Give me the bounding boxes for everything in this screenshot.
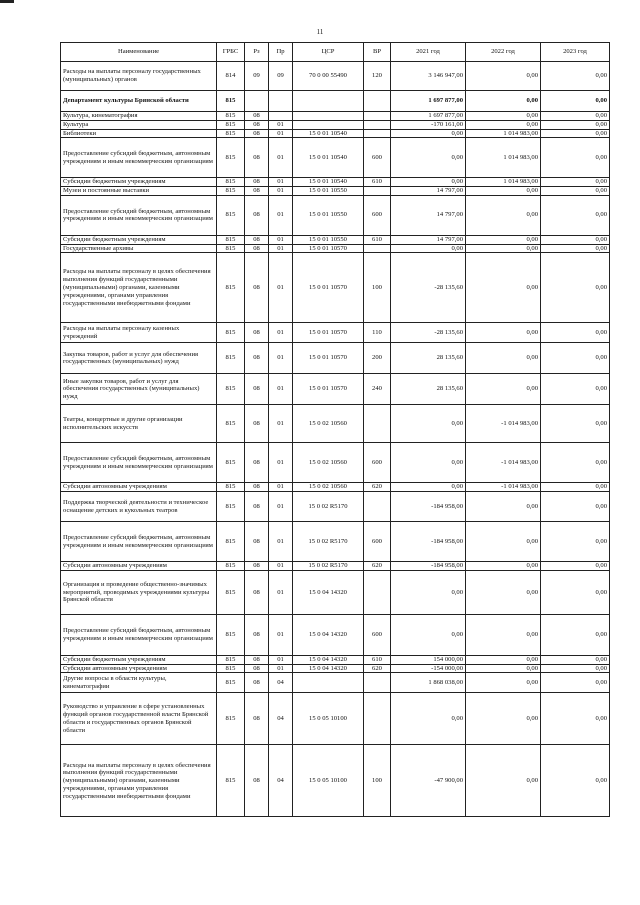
row-grbs-cell: 815 xyxy=(217,91,245,112)
row-2021-cell: 1 697 877,00 xyxy=(391,112,466,121)
row-2021-cell: 0,00 xyxy=(391,443,466,483)
row-2023-cell: 0,00 xyxy=(541,178,610,187)
row-2021-cell: 0,00 xyxy=(391,129,466,138)
row-2023-cell: 0,00 xyxy=(541,91,610,112)
row-name-cell: Организация и проведение общественно-значимых мероприятий, проводимых учреждениями культуры Брянской области xyxy=(61,570,217,614)
row-2022-cell: 0,00 xyxy=(466,235,541,244)
row-rz-cell: 08 xyxy=(245,120,269,129)
table-row xyxy=(61,673,610,693)
row-vr-cell: 620 xyxy=(364,483,391,492)
row-name-cell: Субсидии автономным учреждениям xyxy=(61,483,217,492)
col-header-2022: 2022 год xyxy=(466,43,541,62)
row-vr-cell: 600 xyxy=(364,195,391,235)
row-2021-cell: 28 135,60 xyxy=(391,343,466,374)
row-2022-cell: 0,00 xyxy=(466,244,541,253)
table-row xyxy=(61,374,610,405)
row-rz-cell: 08 xyxy=(245,323,269,343)
row-vr-cell: 110 xyxy=(364,323,391,343)
row-name-cell: Государственные архивы xyxy=(61,244,217,253)
row-2023-cell: 0,00 xyxy=(541,673,610,693)
row-2021-cell: 0,00 xyxy=(391,138,466,178)
row-2023-cell: 0,00 xyxy=(541,244,610,253)
table-row xyxy=(61,443,610,483)
row-grbs-cell: 814 xyxy=(217,62,245,91)
row-2022-cell: 1 014 983,00 xyxy=(466,138,541,178)
row-name-cell: Закупка товаров, работ и услуг для обеспечения государственных (муниципальных) нужд xyxy=(61,343,217,374)
row-grbs-cell: 815 xyxy=(217,443,245,483)
row-rz-cell: 08 xyxy=(245,405,269,443)
col-header-vr: ВР xyxy=(364,43,391,62)
row-name-cell: Театры, концертные и другие организации исполнительских искусств xyxy=(61,405,217,443)
table-row xyxy=(61,664,610,673)
table-row xyxy=(61,253,610,323)
row-grbs-cell: 815 xyxy=(217,343,245,374)
row-name-cell: Культура xyxy=(61,120,217,129)
row-2023-cell: 0,00 xyxy=(541,522,610,562)
row-2022-cell: 0,00 xyxy=(466,655,541,664)
row-2023-cell: 0,00 xyxy=(541,483,610,492)
table-row xyxy=(61,195,610,235)
row-rz-cell: 08 xyxy=(245,253,269,323)
row-name-cell: Предоставление субсидий бюджетным, автономным учреждениям и иным некоммерческим организациям xyxy=(61,443,217,483)
row-rz-cell: 08 xyxy=(245,483,269,492)
row-2021-cell: 1 697 877,00 xyxy=(391,91,466,112)
table-row xyxy=(61,655,610,664)
row-pr-cell: 01 xyxy=(269,664,293,673)
row-2023-cell: 0,00 xyxy=(541,562,610,571)
row-name-cell: Расходы на выплаты персоналу казенных учреждений xyxy=(61,323,217,343)
row-csr-cell: 15 0 02 R5170 xyxy=(293,562,364,571)
row-pr-cell: 01 xyxy=(269,120,293,129)
row-pr-cell: 01 xyxy=(269,138,293,178)
row-pr-cell: 01 xyxy=(269,129,293,138)
row-rz-cell: 08 xyxy=(245,664,269,673)
row-grbs-cell: 815 xyxy=(217,195,245,235)
row-csr-cell: 15 0 05 10100 xyxy=(293,693,364,745)
row-rz-cell: 08 xyxy=(245,129,269,138)
row-grbs-cell: 815 xyxy=(217,138,245,178)
row-vr-cell xyxy=(364,492,391,522)
row-grbs-cell: 815 xyxy=(217,178,245,187)
row-rz-cell: 08 xyxy=(245,244,269,253)
row-rz-cell: 08 xyxy=(245,112,269,121)
row-2023-cell: 0,00 xyxy=(541,187,610,196)
row-name-cell: Субсидии автономным учреждениям xyxy=(61,562,217,571)
row-name-cell: Библиотеки xyxy=(61,129,217,138)
row-csr-cell: 15 0 01 10570 xyxy=(293,323,364,343)
row-grbs-cell: 815 xyxy=(217,120,245,129)
row-2022-cell: 0,00 xyxy=(466,187,541,196)
row-grbs-cell: 815 xyxy=(217,570,245,614)
row-pr-cell: 04 xyxy=(269,673,293,693)
row-name-cell: Руководство и управление в сфере установленных функций органов государственной власти Брянской области и государственных органов Брянской области xyxy=(61,693,217,745)
row-grbs-cell: 815 xyxy=(217,492,245,522)
row-grbs-cell: 815 xyxy=(217,483,245,492)
row-csr-cell: 15 0 01 10570 xyxy=(293,374,364,405)
row-pr-cell: 01 xyxy=(269,178,293,187)
row-csr-cell: 15 0 04 14320 xyxy=(293,570,364,614)
row-2022-cell: 0,00 xyxy=(466,195,541,235)
table-row xyxy=(61,62,610,91)
row-name-cell: Департамент культуры Брянской области xyxy=(61,91,217,112)
row-vr-cell xyxy=(364,129,391,138)
row-2022-cell: 0,00 xyxy=(466,374,541,405)
row-rz-cell: 08 xyxy=(245,655,269,664)
row-rz-cell: 08 xyxy=(245,614,269,655)
table-row xyxy=(61,492,610,522)
row-grbs-cell: 815 xyxy=(217,374,245,405)
row-csr-cell: 15 0 01 10540 xyxy=(293,138,364,178)
row-pr-cell: 01 xyxy=(269,562,293,571)
row-name-cell: Другие вопросы в области культуры, кинематографии xyxy=(61,673,217,693)
row-name-cell: Поддержка творческой деятельности и техническое оснащение детских и кукольных театров xyxy=(61,492,217,522)
row-csr-cell: 15 0 01 10570 xyxy=(293,244,364,253)
row-vr-cell: 600 xyxy=(364,522,391,562)
row-2021-cell: -154 000,00 xyxy=(391,664,466,673)
row-vr-cell: 620 xyxy=(364,664,391,673)
table-row xyxy=(61,522,610,562)
row-2022-cell: 1 014 983,00 xyxy=(466,178,541,187)
table-row xyxy=(61,138,610,178)
row-2021-cell: 14 797,00 xyxy=(391,187,466,196)
table-row xyxy=(61,91,610,112)
row-2021-cell: 0,00 xyxy=(391,570,466,614)
row-grbs-cell: 815 xyxy=(217,673,245,693)
row-name-cell: Предоставление субсидий бюджетным, автономным учреждениям и иным некоммерческим организациям xyxy=(61,138,217,178)
row-2022-cell: 0,00 xyxy=(466,664,541,673)
row-rz-cell: 08 xyxy=(245,178,269,187)
row-2023-cell: 0,00 xyxy=(541,235,610,244)
row-csr-cell: 15 0 02 10560 xyxy=(293,443,364,483)
row-pr-cell: 04 xyxy=(269,693,293,745)
row-2023-cell: 0,00 xyxy=(541,138,610,178)
row-2022-cell: -1 014 983,00 xyxy=(466,483,541,492)
table-row xyxy=(61,693,610,745)
row-2023-cell: 0,00 xyxy=(541,614,610,655)
row-grbs-cell: 815 xyxy=(217,112,245,121)
row-pr-cell: 01 xyxy=(269,655,293,664)
row-rz-cell: 08 xyxy=(245,443,269,483)
row-csr-cell: 15 0 04 14320 xyxy=(293,614,364,655)
row-2023-cell: 0,00 xyxy=(541,664,610,673)
row-2023-cell: 0,00 xyxy=(541,195,610,235)
row-vr-cell xyxy=(364,187,391,196)
row-2021-cell: -184 958,00 xyxy=(391,522,466,562)
row-csr-cell: 15 0 02 10560 xyxy=(293,405,364,443)
row-vr-cell: 120 xyxy=(364,62,391,91)
table-row xyxy=(61,343,610,374)
row-vr-cell: 100 xyxy=(364,745,391,817)
row-grbs-cell: 815 xyxy=(217,187,245,196)
row-grbs-cell: 815 xyxy=(217,323,245,343)
row-csr-cell: 15 0 01 10570 xyxy=(293,343,364,374)
row-2022-cell: 0,00 xyxy=(466,570,541,614)
row-2022-cell: 0,00 xyxy=(466,562,541,571)
row-2023-cell: 0,00 xyxy=(541,443,610,483)
row-grbs-cell: 815 xyxy=(217,235,245,244)
row-grbs-cell: 815 xyxy=(217,655,245,664)
row-csr-cell: 15 0 05 10100 xyxy=(293,745,364,817)
row-2022-cell: 0,00 xyxy=(466,62,541,91)
row-vr-cell xyxy=(364,673,391,693)
row-vr-cell xyxy=(364,91,391,112)
row-2022-cell: 0,00 xyxy=(466,693,541,745)
row-name-cell: Иные закупки товаров, работ и услуг для обеспечения государственных (муниципальных) нужд xyxy=(61,374,217,405)
row-vr-cell: 610 xyxy=(364,655,391,664)
row-name-cell: Культура, кинематография xyxy=(61,112,217,121)
row-pr-cell: 01 xyxy=(269,522,293,562)
row-2023-cell: 0,00 xyxy=(541,374,610,405)
row-name-cell: Предоставление субсидий бюджетным, автономным учреждениям и иным некоммерческим организациям xyxy=(61,195,217,235)
row-2023-cell: 0,00 xyxy=(541,405,610,443)
row-csr-cell: 15 0 01 10550 xyxy=(293,195,364,235)
row-2023-cell: 0,00 xyxy=(541,129,610,138)
row-pr-cell: 01 xyxy=(269,443,293,483)
corner-mark xyxy=(0,0,14,3)
row-pr-cell: 01 xyxy=(269,187,293,196)
col-header-2021: 2021 год xyxy=(391,43,466,62)
row-pr-cell: 01 xyxy=(269,343,293,374)
row-name-cell: Музеи и постоянные выставки xyxy=(61,187,217,196)
row-2022-cell: 0,00 xyxy=(466,343,541,374)
row-grbs-cell: 815 xyxy=(217,614,245,655)
row-csr-cell: 15 0 01 10550 xyxy=(293,235,364,244)
row-2022-cell: 1 014 983,00 xyxy=(466,129,541,138)
col-header-name: Наименование xyxy=(61,43,217,62)
row-pr-cell: 04 xyxy=(269,745,293,817)
row-rz-cell: 08 xyxy=(245,195,269,235)
row-pr-cell: 09 xyxy=(269,62,293,91)
row-vr-cell: 610 xyxy=(364,178,391,187)
row-2021-cell: 14 797,00 xyxy=(391,235,466,244)
row-name-cell: Расходы на выплаты персоналу в целях обеспечения выполнения функций государственными (муниципальными) органами, казенными учреждениями, органами управления государственными внебюджетными фондами xyxy=(61,745,217,817)
row-rz-cell: 08 xyxy=(245,138,269,178)
row-vr-cell: 600 xyxy=(364,138,391,178)
row-name-cell: Предоставление субсидий бюджетным, автономным учреждениям и иным некоммерческим организациям xyxy=(61,614,217,655)
row-name-cell: Расходы на выплаты персоналу в целях обеспечения выполнения функций государственными (муниципальными) органами, казенными учреждениями, органами управления государственными внебюджетными фондами xyxy=(61,253,217,323)
table-row xyxy=(61,323,610,343)
row-2023-cell: 0,00 xyxy=(541,62,610,91)
col-header-rz: Рз xyxy=(245,43,269,62)
table-row xyxy=(61,562,610,571)
row-pr-cell: 01 xyxy=(269,374,293,405)
row-2021-cell: 0,00 xyxy=(391,244,466,253)
row-vr-cell xyxy=(364,120,391,129)
row-csr-cell: 15 0 01 10570 xyxy=(293,253,364,323)
row-2022-cell: 0,00 xyxy=(466,522,541,562)
row-vr-cell: 600 xyxy=(364,443,391,483)
row-vr-cell: 600 xyxy=(364,614,391,655)
row-2021-cell: 14 797,00 xyxy=(391,195,466,235)
row-name-cell: Субсидии бюджетным учреждениям xyxy=(61,178,217,187)
table-row xyxy=(61,405,610,443)
row-csr-cell: 15 0 01 10550 xyxy=(293,187,364,196)
row-pr-cell: 01 xyxy=(269,570,293,614)
row-2022-cell: 0,00 xyxy=(466,91,541,112)
row-2023-cell: 0,00 xyxy=(541,343,610,374)
row-name-cell: Субсидии бюджетным учреждениям xyxy=(61,655,217,664)
row-csr-cell: 15 0 01 10540 xyxy=(293,129,364,138)
table-row xyxy=(61,745,610,817)
row-csr-cell: 15 0 02 10560 xyxy=(293,483,364,492)
row-grbs-cell: 815 xyxy=(217,664,245,673)
row-csr-cell: 15 0 04 14320 xyxy=(293,655,364,664)
row-vr-cell: 200 xyxy=(364,343,391,374)
row-rz-cell: 08 xyxy=(245,673,269,693)
table-row xyxy=(61,187,610,196)
row-pr-cell: 01 xyxy=(269,235,293,244)
col-header-2023: 2023 год xyxy=(541,43,610,62)
row-csr-cell: 70 0 00 55490 xyxy=(293,62,364,91)
row-pr-cell: 01 xyxy=(269,614,293,655)
row-rz-cell: 08 xyxy=(245,562,269,571)
row-2021-cell: -184 958,00 xyxy=(391,562,466,571)
row-rz-cell: 08 xyxy=(245,570,269,614)
row-grbs-cell: 815 xyxy=(217,562,245,571)
row-grbs-cell: 815 xyxy=(217,522,245,562)
row-2023-cell: 0,00 xyxy=(541,253,610,323)
row-pr-cell: 01 xyxy=(269,405,293,443)
row-pr-cell: 01 xyxy=(269,492,293,522)
row-vr-cell xyxy=(364,405,391,443)
row-csr-cell xyxy=(293,673,364,693)
row-csr-cell: 15 0 01 10540 xyxy=(293,178,364,187)
row-csr-cell: 15 0 02 R5170 xyxy=(293,492,364,522)
row-name-cell: Субсидии автономным учреждениям xyxy=(61,664,217,673)
row-2021-cell: 0,00 xyxy=(391,405,466,443)
row-rz-cell: 09 xyxy=(245,62,269,91)
row-vr-cell xyxy=(364,570,391,614)
table-row xyxy=(61,614,610,655)
row-vr-cell: 620 xyxy=(364,562,391,571)
col-header-csr: ЦСР xyxy=(293,43,364,62)
row-2021-cell: -28 135,60 xyxy=(391,253,466,323)
row-2023-cell: 0,00 xyxy=(541,323,610,343)
row-rz-cell xyxy=(245,91,269,112)
row-pr-cell: 01 xyxy=(269,483,293,492)
row-2021-cell: 3 146 947,00 xyxy=(391,62,466,91)
row-2022-cell: 0,00 xyxy=(466,614,541,655)
row-2021-cell: -170 161,00 xyxy=(391,120,466,129)
row-2021-cell: 28 135,60 xyxy=(391,374,466,405)
row-rz-cell: 08 xyxy=(245,343,269,374)
table-row xyxy=(61,570,610,614)
budget-table xyxy=(60,42,610,817)
table-row xyxy=(61,112,610,121)
table-row xyxy=(61,244,610,253)
row-pr-cell xyxy=(269,91,293,112)
col-header-pr: Пр xyxy=(269,43,293,62)
row-2021-cell: -184 958,00 xyxy=(391,492,466,522)
row-2021-cell: 1 868 038,00 xyxy=(391,673,466,693)
row-pr-cell xyxy=(269,112,293,121)
row-csr-cell: 15 0 02 R5170 xyxy=(293,522,364,562)
row-2021-cell: 154 000,00 xyxy=(391,655,466,664)
row-2022-cell: 0,00 xyxy=(466,253,541,323)
row-vr-cell xyxy=(364,244,391,253)
row-grbs-cell: 815 xyxy=(217,745,245,817)
row-2022-cell: 0,00 xyxy=(466,112,541,121)
row-grbs-cell: 815 xyxy=(217,244,245,253)
row-csr-cell: 15 0 04 14320 xyxy=(293,664,364,673)
table-row xyxy=(61,483,610,492)
row-rz-cell: 08 xyxy=(245,235,269,244)
row-rz-cell: 08 xyxy=(245,492,269,522)
row-grbs-cell: 815 xyxy=(217,405,245,443)
row-csr-cell xyxy=(293,91,364,112)
row-2022-cell: -1 014 983,00 xyxy=(466,443,541,483)
row-2022-cell: 0,00 xyxy=(466,120,541,129)
row-vr-cell xyxy=(364,693,391,745)
row-2022-cell: 0,00 xyxy=(466,492,541,522)
row-2021-cell: 0,00 xyxy=(391,614,466,655)
row-grbs-cell: 815 xyxy=(217,253,245,323)
row-2023-cell: 0,00 xyxy=(541,120,610,129)
row-rz-cell: 08 xyxy=(245,745,269,817)
row-rz-cell: 08 xyxy=(245,693,269,745)
row-pr-cell: 01 xyxy=(269,323,293,343)
row-2022-cell: 0,00 xyxy=(466,323,541,343)
row-vr-cell: 610 xyxy=(364,235,391,244)
row-2023-cell: 0,00 xyxy=(541,655,610,664)
row-rz-cell: 08 xyxy=(245,522,269,562)
col-header-grbs: ГРБС xyxy=(217,43,245,62)
row-pr-cell: 01 xyxy=(269,253,293,323)
row-2022-cell: 0,00 xyxy=(466,745,541,817)
row-grbs-cell: 815 xyxy=(217,693,245,745)
row-2023-cell: 0,00 xyxy=(541,570,610,614)
table-header-row xyxy=(61,43,610,62)
row-name-cell: Предоставление субсидий бюджетным, автономным учреждениям и иным некоммерческим организациям xyxy=(61,522,217,562)
row-2021-cell: 0,00 xyxy=(391,693,466,745)
row-name-cell: Расходы на выплаты персоналу государственных (муниципальных) органов xyxy=(61,62,217,91)
row-rz-cell: 08 xyxy=(245,187,269,196)
row-2023-cell: 0,00 xyxy=(541,112,610,121)
row-2022-cell: -1 014 983,00 xyxy=(466,405,541,443)
table-row xyxy=(61,120,610,129)
row-csr-cell xyxy=(293,112,364,121)
row-2021-cell: 0,00 xyxy=(391,483,466,492)
row-vr-cell: 100 xyxy=(364,253,391,323)
row-vr-cell xyxy=(364,112,391,121)
page-number: 11 xyxy=(316,28,324,36)
table-row xyxy=(61,178,610,187)
row-2023-cell: 0,00 xyxy=(541,745,610,817)
table-row xyxy=(61,235,610,244)
row-2021-cell: -47 900,00 xyxy=(391,745,466,817)
row-2023-cell: 0,00 xyxy=(541,693,610,745)
row-2021-cell: -28 135,60 xyxy=(391,323,466,343)
row-rz-cell: 08 xyxy=(245,374,269,405)
row-csr-cell xyxy=(293,120,364,129)
row-pr-cell: 01 xyxy=(269,244,293,253)
row-name-cell: Субсидии бюджетным учреждениям xyxy=(61,235,217,244)
row-2023-cell: 0,00 xyxy=(541,492,610,522)
row-vr-cell: 240 xyxy=(364,374,391,405)
row-pr-cell: 01 xyxy=(269,195,293,235)
row-2022-cell: 0,00 xyxy=(466,673,541,693)
row-2021-cell: 0,00 xyxy=(391,178,466,187)
row-grbs-cell: 815 xyxy=(217,129,245,138)
table-row xyxy=(61,129,610,138)
